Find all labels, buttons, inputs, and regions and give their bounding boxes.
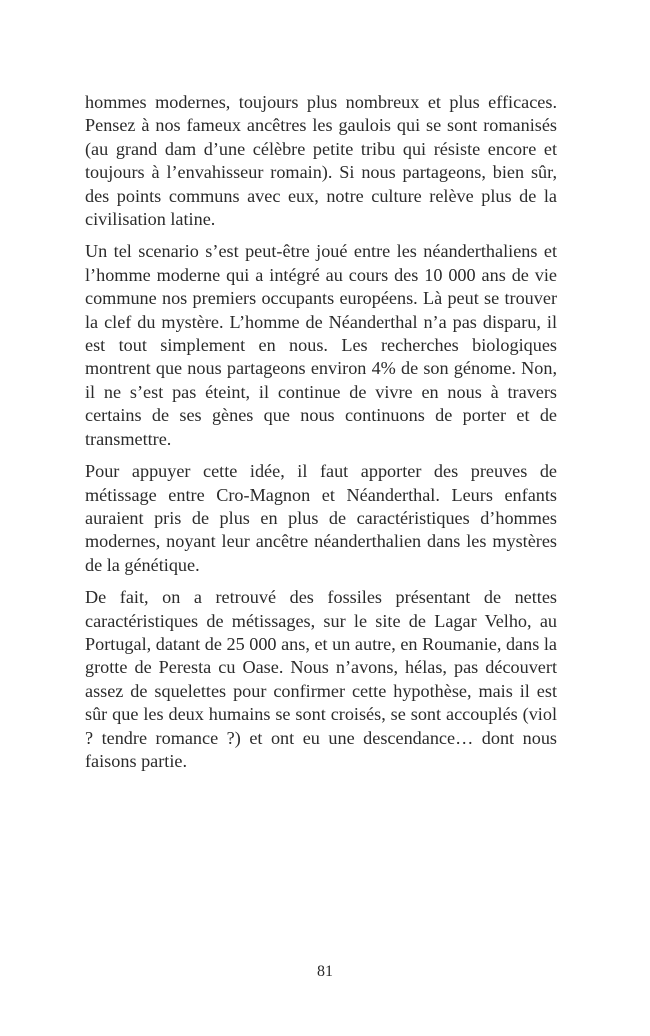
paragraph-3: Pour appuyer cette idée, il faut apporter des preuves de métissage entre Cro-Magnon et Néanderthal. Leurs enfants auraient pris de plus en plus de caractéristiques d’hommes modernes, noyant leur ancêtre néanderthalien dans les mystères de la génétique.: [85, 461, 557, 575]
page-number: 81: [317, 963, 333, 980]
paragraph-2: Un tel scenario s’est peut-être joué entre les néanderthaliens et l’homme moderne qui a intégré au cours des 10 000 ans de vie commune nos premiers occupants européens. Là peut se trouver la clef du mystère. L’homme de Néanderthal n’a pas disparu, il est tout simplement en nous. Les recherches biologiques montrent que nous partageons environ 4% de son génome. Non, il ne s’est pas éteint, il continue de vivre en nous à travers certains de ses gènes que nous continuons de porter et de transmettre.: [85, 241, 557, 449]
paragraph-4: De fait, on a retrouvé des fossiles présentant de nettes caractéristiques de métissages, sur le site de Lagar Velho, au Portugal, datant de 25 000 ans, et un autre, en Roumanie, dans la grotte de Peresta cu Oase. Nous n’avons, hélas, pas découvert assez de squelettes pour confirmer cette hypothèse, mais il est sûr que les deux humains se sont croisés, se sont accouplés (viol ? tendre romance ?) et ont eu une descendance… dont nous faisons partie.: [85, 587, 557, 771]
paragraph-1: hommes modernes, toujours plus nombreux et plus efficaces. Pensez à nos fameux ancêtres les gaulois qui se sont romanisés (au grand dam d’une célèbre petite tribu qui résiste encore et toujours à l’envahisseur romain). Si nous partageons, bien sûr, des points communs avec eux, notre culture relève plus de la civilisation latine.: [85, 92, 557, 230]
body-text: [85, 91, 557, 782]
